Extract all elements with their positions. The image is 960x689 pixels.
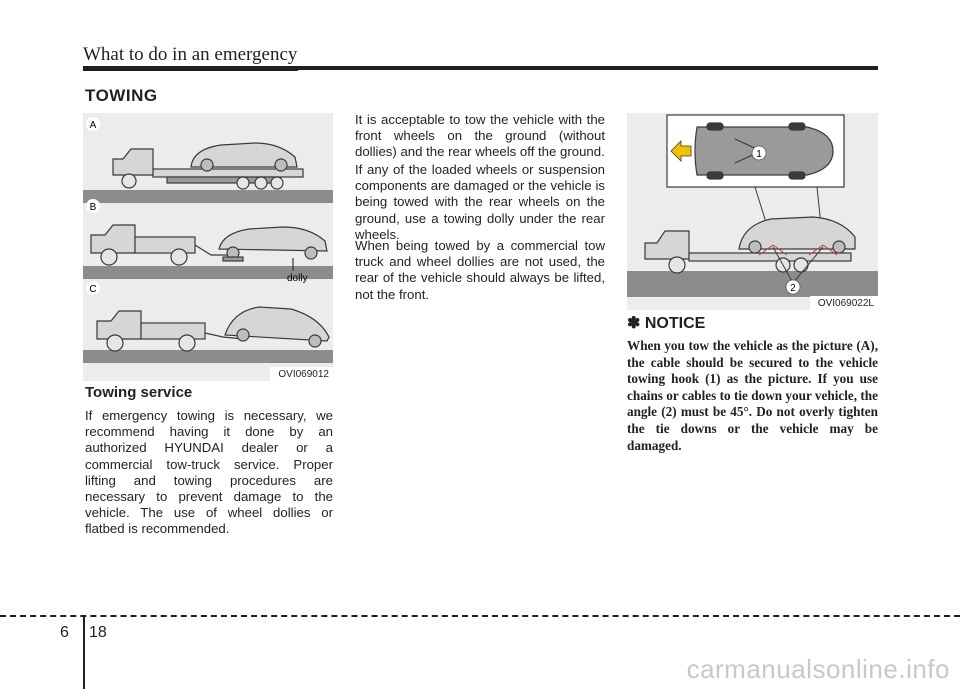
towing-service-body: If emergency towing is necessary, we recommend having it done by an authorized HYUNDAI dealer or a commercial tow-truck service. Proper lifting and towing procedures are necessary to prevent damage to the vehicle. The use of wheel dollies or flatbed is recommended. — [85, 408, 333, 537]
towing-methods-figure — [83, 113, 333, 381]
dolly-label: dolly — [287, 273, 308, 284]
footer-rule — [0, 615, 960, 617]
towing-service-heading: Towing service — [85, 384, 193, 401]
notice-symbol-icon: ✽ — [627, 315, 641, 332]
road-c — [83, 350, 333, 363]
label-c: C — [89, 284, 97, 295]
notice-title-text: NOTICE — [644, 315, 706, 332]
figure-right-code: OVI069022L — [810, 296, 878, 310]
header-title: What to do in an emergency — [83, 44, 298, 65]
rear-lift-truck-illustration — [97, 307, 329, 351]
road-a — [83, 190, 333, 203]
label-b: B — [89, 202, 97, 213]
middle-paragraph-3: When being towed by a commercial tow truck and wheel dollies are not used, the rear of the vehicle should always be lifted, not the front. — [355, 238, 605, 302]
notice-title — [627, 313, 705, 333]
tie-down-illustration — [627, 113, 878, 310]
flatbed-truck-illustration — [113, 143, 303, 189]
footer-divider — [83, 615, 85, 689]
towing-methods-illustration — [83, 113, 333, 381]
section-title: TOWING — [85, 86, 158, 105]
wheel-lift-truck-illustration — [91, 225, 327, 271]
label-2: 2 — [790, 283, 796, 294]
label-a: A — [89, 120, 97, 131]
tie-down-figure — [627, 113, 878, 310]
chapter-number: 6 — [60, 624, 69, 641]
label-1: 1 — [756, 149, 762, 160]
middle-paragraph-2: If any of the loaded wheels or suspension components are damaged or the vehicle is being towed with the rear wheels on the ground, use a towing dolly under the rear wheels. — [355, 162, 605, 242]
notice-body: When you tow the vehicle as the picture (A), the cable should be secured to the vehicle towing hook (1) as the picture. If you use chains or cables to tie down your vehicle, the angle (2) must be 45°. Do not overly tighten the tie downs or the vehicle may be damaged. — [627, 338, 878, 453]
page-number: 18 — [89, 624, 107, 641]
header-rule-accent — [83, 66, 298, 71]
road — [627, 271, 878, 297]
watermark: carmanualsonline.info — [686, 654, 950, 684]
middle-paragraph-1: It is acceptable to tow the vehicle with the front wheels on the ground (without dollies) and the rear wheels off the ground. — [355, 112, 605, 160]
figure-left-code: OVI069012 — [270, 367, 333, 381]
